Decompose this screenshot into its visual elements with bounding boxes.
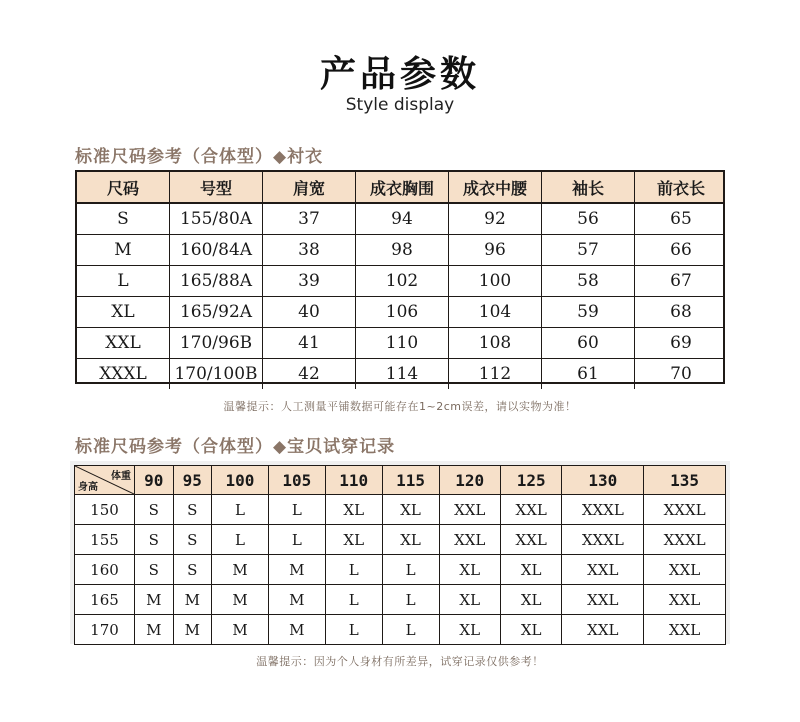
table-header-row: [77, 172, 723, 204]
size-cell: XXXL: [644, 525, 726, 555]
corner-cell: [75, 466, 135, 495]
column-header: 成衣中腰: [449, 172, 542, 202]
height-cell: 150: [75, 495, 135, 525]
table-cell: 60: [542, 328, 635, 358]
table-row: [75, 615, 726, 645]
column-header: 肩宽: [263, 172, 356, 202]
table-cell: 155/80A: [170, 204, 263, 234]
size-cell: M: [212, 585, 269, 615]
table-cell: 57: [542, 235, 635, 265]
size-cell: S: [173, 555, 212, 585]
size-cell: L: [268, 525, 325, 555]
size-cell: M: [212, 615, 269, 645]
table-cell: 108: [449, 328, 542, 358]
size-cell: M: [268, 555, 325, 585]
size-cell: S: [135, 495, 174, 525]
table-cell: 58: [542, 266, 635, 296]
size-cell: S: [173, 495, 212, 525]
table-cell: L: [77, 266, 170, 296]
table-row: [77, 266, 723, 297]
table-cell: XXL: [77, 328, 170, 358]
size-cell: L: [212, 495, 269, 525]
size-cell: L: [382, 615, 439, 645]
size-cell: XXL: [644, 585, 726, 615]
column-header: 前衣长: [656, 178, 705, 198]
weight-header-cell: 120: [439, 466, 500, 495]
size-cell: L: [268, 495, 325, 525]
size-cell: S: [135, 555, 174, 585]
table-cell: 96: [449, 235, 542, 265]
size-cell: XXXL: [644, 495, 726, 525]
size-cell: L: [382, 585, 439, 615]
table-row: [75, 585, 726, 615]
table-header-row: [75, 466, 726, 495]
size-cell: XL: [439, 615, 500, 645]
size-cell: XL: [439, 585, 500, 615]
size-cell: XXL: [500, 495, 561, 525]
table-cell: 110: [356, 328, 449, 358]
size-cell: M: [212, 555, 269, 585]
table-cell: 66: [670, 240, 692, 260]
size-cell: L: [325, 555, 382, 585]
table-cell: S: [77, 204, 170, 234]
size-cell: XXL: [439, 525, 500, 555]
table-cell: 94: [356, 204, 449, 234]
weight-header-cell: 90: [135, 466, 174, 495]
weight-header-cell: 130: [562, 466, 644, 495]
table-row: [75, 555, 726, 585]
size-cell: M: [135, 615, 174, 645]
table-cell: 165/88A: [170, 266, 263, 296]
weight-header-cell: 115: [382, 466, 439, 495]
weight-header-cell: 95: [173, 466, 212, 495]
height-cell: 165: [75, 585, 135, 615]
table-row: [75, 495, 726, 525]
size-cell: M: [135, 585, 174, 615]
table-cell: 70: [670, 364, 692, 384]
size-cell: S: [135, 525, 174, 555]
size-cell: XXL: [562, 585, 644, 615]
column-header: 尺码: [77, 172, 170, 202]
size-cell: XXL: [500, 525, 561, 555]
height-cell: 160: [75, 555, 135, 585]
table-cell: 92: [449, 204, 542, 234]
size-chart-heading: 标准尺码参考（合体型）◆衬衣: [75, 147, 324, 167]
column-header: 号型: [170, 172, 263, 202]
table-cell: 106: [356, 297, 449, 327]
table-row: [77, 359, 723, 389]
size-cell: XL: [500, 615, 561, 645]
size-cell: XL: [439, 555, 500, 585]
table-cell: 114: [356, 359, 449, 389]
table-cell: 38: [263, 235, 356, 265]
table-cell: 65: [670, 209, 692, 229]
weight-header-cell: 135: [644, 466, 726, 495]
size-cell: XL: [325, 495, 382, 525]
corner-height-label: 身高: [78, 482, 98, 493]
size-cell: M: [268, 585, 325, 615]
table-cell: 100: [449, 266, 542, 296]
fitting-record-panel: [70, 461, 730, 644]
table-cell: 170/100B: [170, 359, 263, 389]
fitting-record-heading: 标准尺码参考（合体型）◆宝贝试穿记录: [75, 437, 396, 457]
column-header: 成衣胸围: [356, 172, 449, 202]
table-cell: 170/96B: [170, 328, 263, 358]
size-cell: XXL: [644, 615, 726, 645]
page-title: 产品参数: [319, 54, 480, 95]
corner-weight-label: 体重: [111, 471, 131, 482]
table-cell: M: [77, 235, 170, 265]
size-cell: XXL: [644, 555, 726, 585]
table-row: [77, 328, 723, 359]
size-cell: M: [173, 615, 212, 645]
table-cell: XXXL: [77, 359, 170, 389]
size-cell: XL: [325, 525, 382, 555]
size-cell: S: [173, 525, 212, 555]
size-cell: L: [325, 615, 382, 645]
size-cell: XL: [500, 585, 561, 615]
table-cell: 102: [356, 266, 449, 296]
shirt-size-table: [75, 170, 725, 384]
size-cell: M: [173, 585, 212, 615]
table-cell: 39: [263, 266, 356, 296]
table-cell: 69: [670, 333, 692, 353]
height-cell: 155: [75, 525, 135, 555]
table-cell: XL: [77, 297, 170, 327]
table-cell: 41: [263, 328, 356, 358]
table-cell: 59: [542, 297, 635, 327]
size-cell: M: [268, 615, 325, 645]
table-cell: 112: [449, 359, 542, 389]
table-cell: 68: [670, 302, 692, 322]
measurement-note: 温馨提示：人工测量平铺数据可能存在1~2cm误差，请以实物为准！: [223, 400, 577, 413]
table-row: [75, 525, 726, 555]
weight-header-cell: 100: [212, 466, 269, 495]
size-cell: XL: [500, 555, 561, 585]
fitting-record-table: [74, 465, 726, 645]
size-cell: L: [382, 555, 439, 585]
weight-header-cell: 125: [500, 466, 561, 495]
table-cell: 40: [263, 297, 356, 327]
size-cell: L: [212, 525, 269, 555]
size-cell: L: [325, 585, 382, 615]
page-subtitle: Style display: [345, 95, 455, 115]
size-cell: XXXL: [562, 525, 644, 555]
table-cell: 37: [263, 204, 356, 234]
size-cell: XXL: [439, 495, 500, 525]
table-cell: 160/84A: [170, 235, 263, 265]
table-row: [77, 235, 723, 266]
table-row: [77, 204, 723, 235]
table-cell: 42: [263, 359, 356, 389]
weight-header-cell: 105: [268, 466, 325, 495]
height-cell: 170: [75, 615, 135, 645]
column-header: 袖长: [542, 172, 635, 202]
size-cell: XXL: [562, 615, 644, 645]
size-cell: XXL: [562, 555, 644, 585]
size-cell: XL: [382, 495, 439, 525]
table-cell: 165/92A: [170, 297, 263, 327]
table-row: [77, 297, 723, 328]
table-cell: 104: [449, 297, 542, 327]
weight-header-cell: 110: [325, 466, 382, 495]
table-cell: 98: [356, 235, 449, 265]
size-cell: XL: [382, 525, 439, 555]
table-cell: 67: [670, 271, 692, 291]
fitting-note: 温馨提示：因为个人身材有所差异，试穿记录仅供参考！: [256, 655, 544, 668]
table-cell: 61: [542, 359, 635, 389]
size-cell: XXXL: [562, 495, 644, 525]
table-cell: 56: [542, 204, 635, 234]
